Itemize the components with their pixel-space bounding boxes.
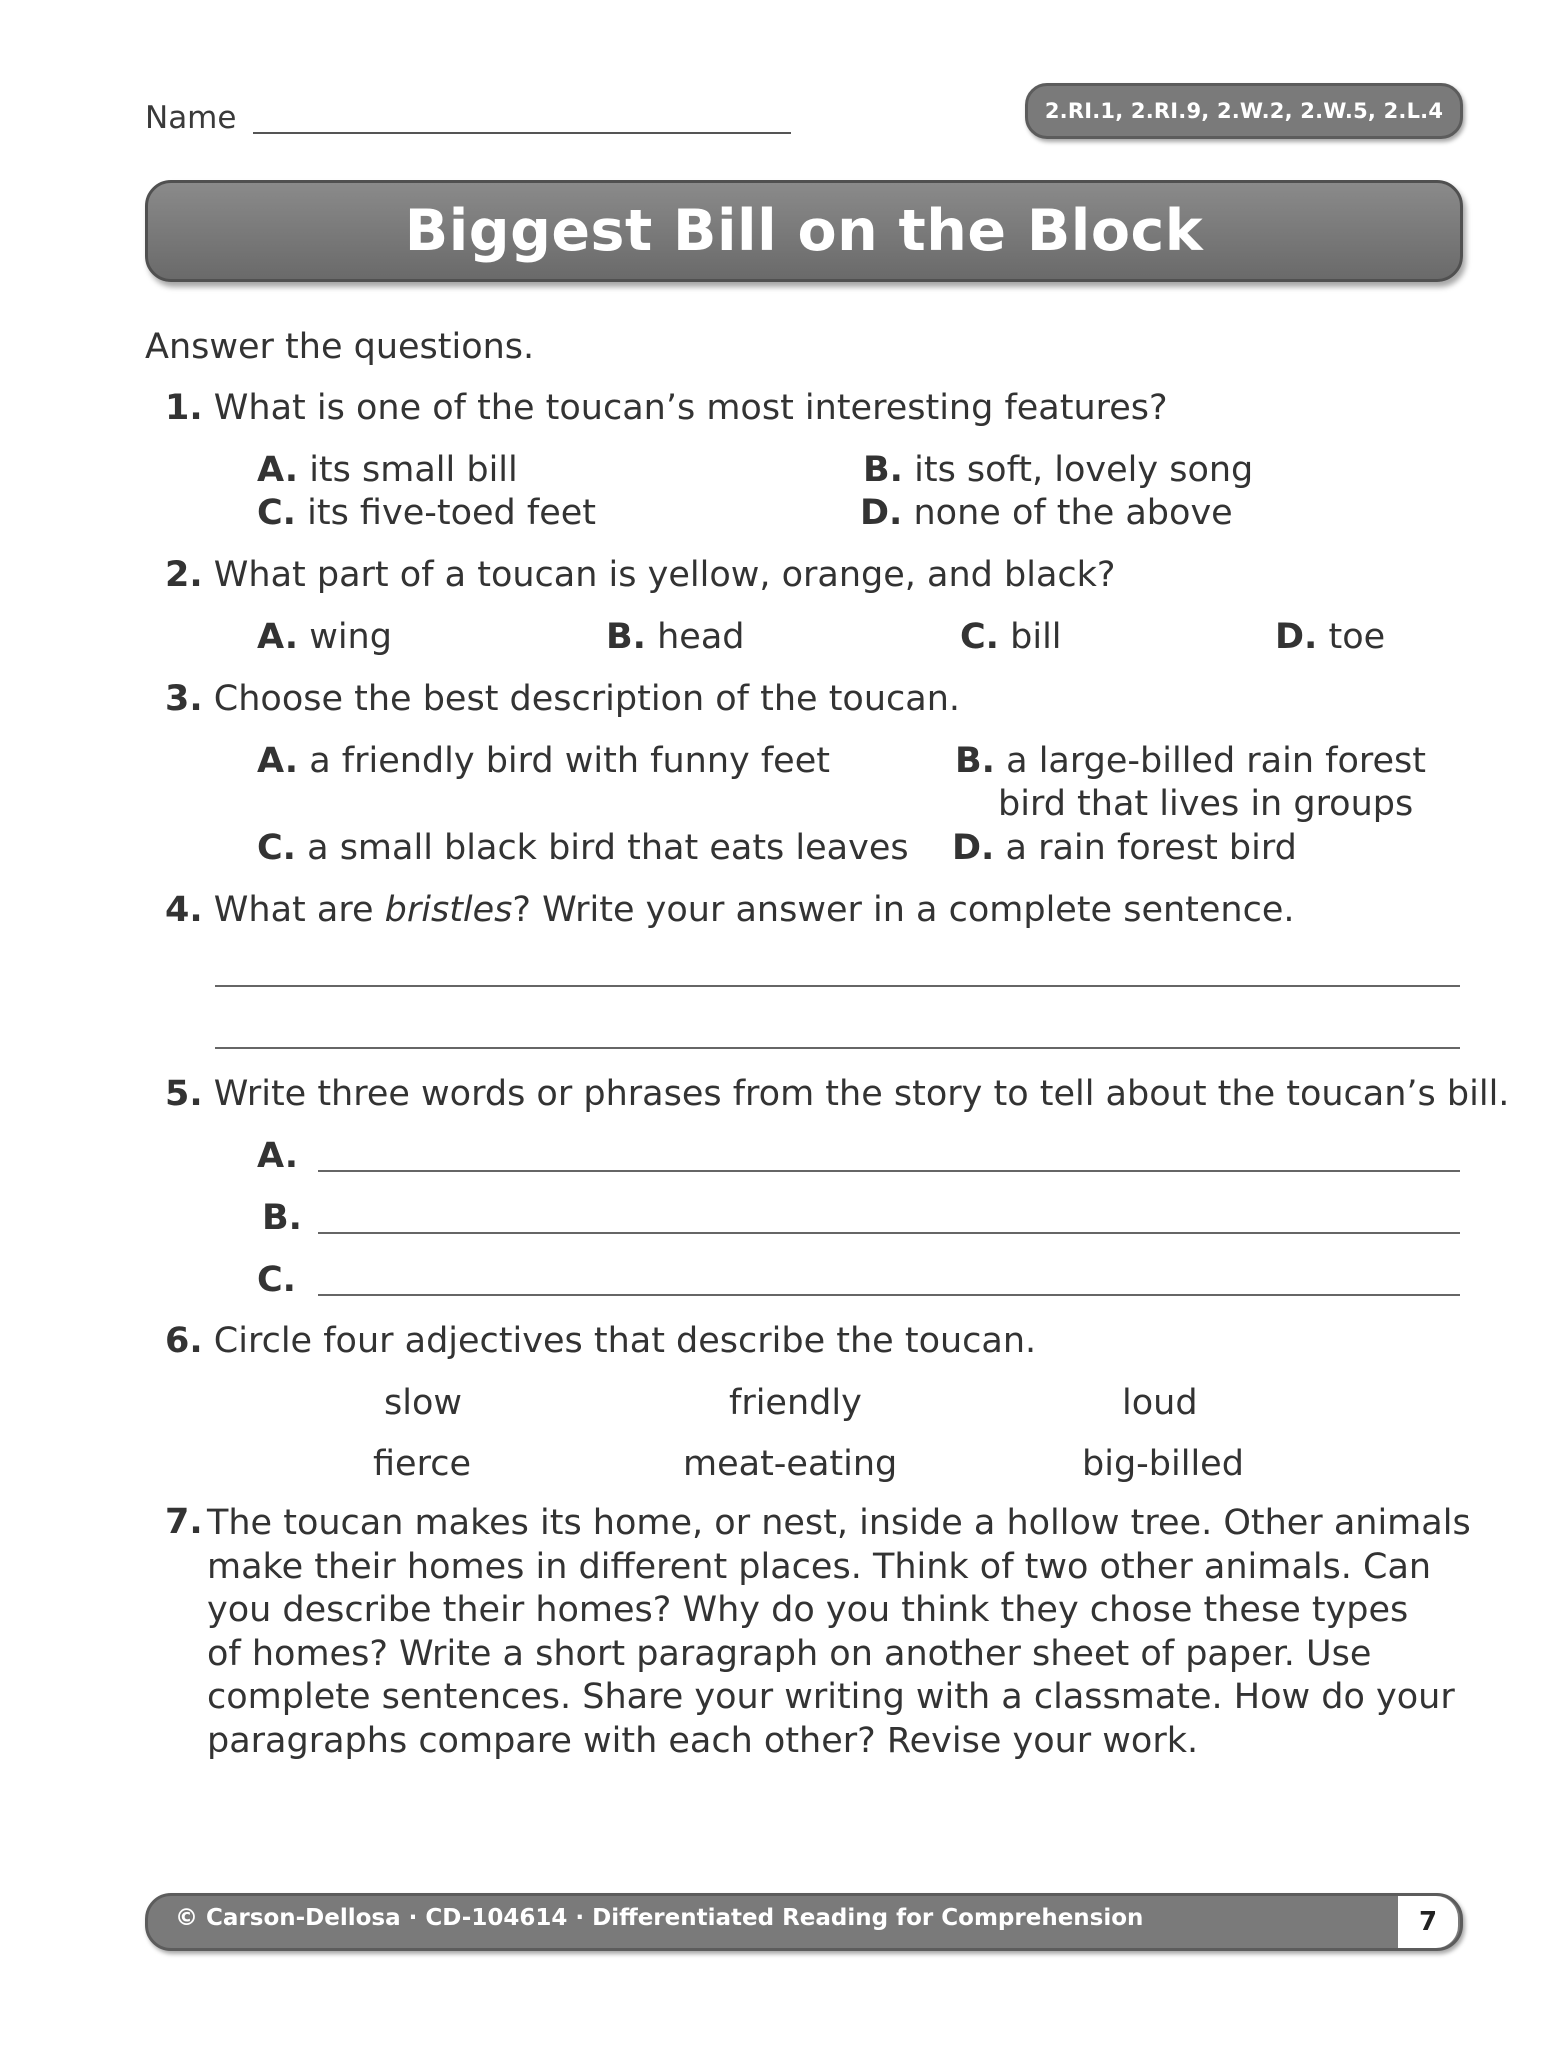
name-field[interactable] [253, 132, 791, 134]
footer-credit: © Carson-Dellosa · CD-104614 · Differentiated Reading for Comprehension [175, 1905, 1144, 1931]
q2-option-b[interactable] [606, 617, 745, 657]
option-letter: B. [863, 450, 903, 490]
q1-option-a[interactable] [257, 450, 518, 490]
answer-line-c[interactable] [318, 1294, 1460, 1296]
question-text-part: ? Write your answer in a complete sentence. [512, 890, 1295, 930]
question-number: 7. [165, 1502, 203, 1542]
standards-badge: 2.RI.1, 2.RI.9, 2.W.2, 2.W.5, 2.L.4 [1025, 83, 1463, 139]
option-text: none of the above [913, 493, 1233, 533]
question-6 [165, 1321, 1036, 1361]
option-text: bill [1010, 617, 1062, 657]
answer-line-1[interactable] [215, 985, 1460, 987]
option-letter: D. [952, 828, 995, 868]
question-3 [165, 679, 960, 719]
option-letter: D. [860, 493, 903, 533]
option-letter: C. [960, 617, 999, 657]
option-text: a small black bird that eats leaves [307, 828, 909, 868]
option-text: its small bill [309, 450, 518, 490]
question-1 [165, 388, 1168, 428]
question-7-text [207, 1502, 1477, 1763]
option-text: toe [1328, 617, 1386, 657]
option-text: its five-toed feet [307, 493, 596, 533]
question-number: 6. [165, 1321, 203, 1361]
answer-line-a[interactable] [318, 1170, 1460, 1172]
q1-option-c[interactable] [257, 493, 596, 533]
q1-option-b[interactable] [863, 450, 1253, 490]
paragraph-line: The toucan makes its home, or nest, inside a hollow tree. Other animals [207, 1503, 1471, 1543]
answer-label-b: B. [262, 1198, 302, 1238]
adjective-word[interactable]: loud [1122, 1383, 1198, 1423]
question-text: What is one of the toucan’s most interesting features? [213, 388, 1168, 428]
paragraph-line: complete sentences. Share your writing with a classmate. How do your [207, 1677, 1455, 1717]
q3-option-b-line2: bird that lives in groups [998, 784, 1414, 824]
q3-option-c[interactable] [257, 828, 909, 868]
answer-line-2[interactable] [215, 1047, 1460, 1049]
adjective-word[interactable]: big-billed [1082, 1444, 1244, 1484]
q3-option-b[interactable] [955, 741, 1426, 781]
question-text: Choose the best description of the toucan. [213, 679, 961, 719]
question-number: 4. [165, 890, 203, 930]
question-number: 5. [165, 1074, 203, 1114]
question-text: Write three words or phrases from the story to tell about the toucan’s bill. [213, 1074, 1510, 1114]
question-number: 3. [165, 679, 203, 719]
option-letter: A. [257, 741, 299, 781]
option-letter: D. [1275, 617, 1318, 657]
question-number: 1. [165, 388, 203, 428]
question-text [214, 890, 1295, 930]
question-text: Circle four adjectives that describe the toucan. [213, 1321, 1037, 1361]
answer-label-a: A. [257, 1136, 299, 1176]
question-text-part: What are [213, 890, 385, 930]
option-text: head [657, 617, 745, 657]
question-2 [165, 555, 1116, 595]
option-text: a friendly bird with funny feet [309, 741, 830, 781]
paragraph-line: paragraphs compare with each other? Revise your work. [207, 1720, 1199, 1761]
option-letter: B. [606, 617, 646, 657]
question-5 [165, 1074, 1509, 1114]
option-letter: C. [257, 493, 296, 533]
q2-option-a[interactable] [257, 617, 392, 657]
answer-label-c: C. [257, 1260, 296, 1300]
question-number: 2. [165, 555, 203, 595]
adjective-word[interactable]: fierce [373, 1444, 471, 1484]
page-title: Biggest Bill on the Block [145, 180, 1463, 282]
option-letter: A. [257, 450, 299, 490]
question-4 [165, 890, 1295, 930]
option-text: a rain forest bird [1005, 828, 1297, 868]
q3-option-a[interactable] [257, 741, 830, 781]
question-text: What part of a toucan is yellow, orange, and black? [213, 555, 1116, 595]
name-label: Name [145, 100, 237, 136]
q3-option-d[interactable] [952, 828, 1297, 868]
adjective-word[interactable]: meat-eating [683, 1444, 898, 1484]
option-letter: B. [955, 741, 995, 781]
option-text: wing [309, 617, 392, 657]
option-text: a large-billed rain forest [1006, 741, 1427, 781]
q1-option-d[interactable] [860, 493, 1233, 533]
adjective-word[interactable]: slow [384, 1383, 462, 1423]
adjective-word[interactable]: friendly [729, 1383, 862, 1423]
paragraph-line: make their homes in different places. Think of two other animals. Can [207, 1546, 1432, 1587]
option-text: its soft, lovely song [914, 450, 1254, 490]
option-letter: A. [257, 617, 299, 657]
option-letter: C. [257, 828, 296, 868]
answer-line-b[interactable] [318, 1232, 1460, 1234]
vocab-word: bristles [384, 890, 513, 930]
page-number: 7 [1398, 1896, 1458, 1948]
q2-option-c[interactable] [960, 617, 1062, 657]
instructions: Answer the questions. [145, 327, 535, 367]
paragraph-line: of homes? Write a short paragraph on another sheet of paper. Use [207, 1633, 1372, 1674]
paragraph-line: you describe their homes? Why do you think they chose these types [207, 1590, 1409, 1630]
q2-option-d[interactable] [1275, 617, 1385, 657]
